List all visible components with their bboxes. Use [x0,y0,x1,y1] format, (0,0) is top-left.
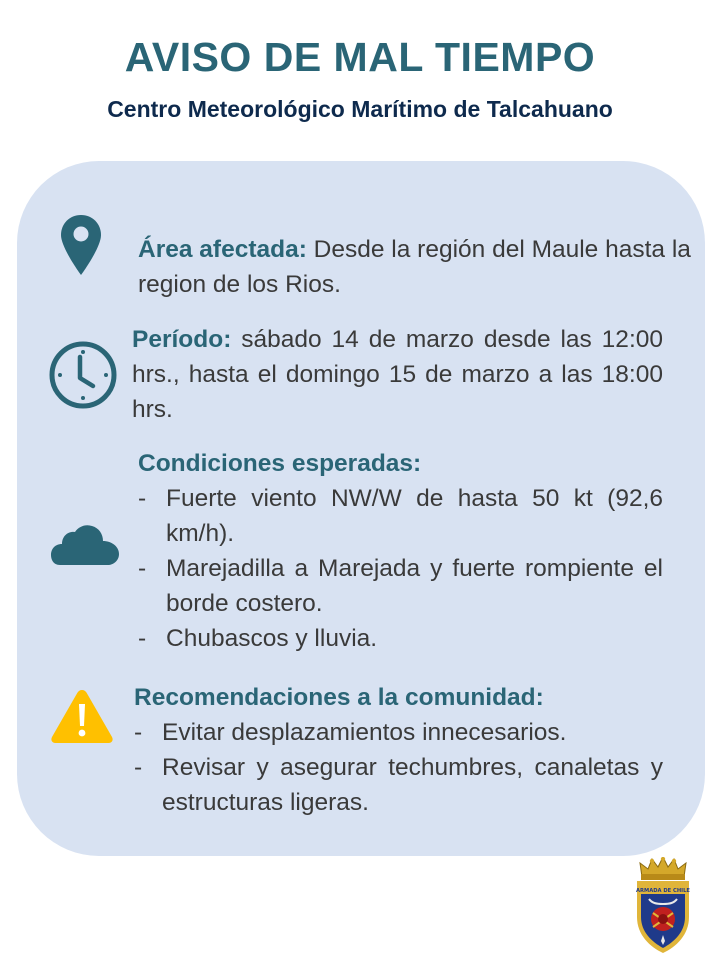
bullet-dash: - [138,555,147,582]
list-item [138,481,663,551]
list-item [134,715,663,750]
recomendaciones-heading: Recomendaciones a la comunidad: [134,684,544,711]
warning-icon [50,688,114,744]
bullet-dash: - [138,485,147,512]
cloud-icon [50,524,120,566]
list-item-text: Marejadilla a Marejada y fuerte rompiente el borde costero. [166,555,663,617]
list-item-text: Fuerte viento NW/W de hasta 50 kt (92,6 km/h). [166,485,663,547]
clock-icon [47,339,119,411]
periodo-text: sábado 14 de marzo desde las 12:00 hrs., hasta el domingo 15 de marzo a las 18:00 hrs. [132,326,663,423]
periodo-label: Período: [132,326,232,353]
bullet-dash: - [134,719,143,746]
condiciones-list [138,481,663,656]
bullet-dash: - [134,754,143,781]
list-item [138,551,663,621]
condiciones-heading: Condiciones esperadas: [138,450,422,477]
list-item [138,621,663,656]
list-item-text: Evitar desplazamientos innecesarios. [162,719,567,746]
page-subtitle: Centro Meteorológico Marítimo de Talcahuano [107,96,613,122]
list-item-text: Revisar y asegurar techumbres, canaletas y estructuras ligeras. [162,754,663,816]
logo-text: ARMADA DE CHILE [636,888,690,894]
recomendaciones-list [134,715,663,820]
bullet-dash: - [138,625,147,652]
page-title: AVISO DE MAL TIEMPO [124,34,596,80]
periodo-section [132,322,663,427]
list-item-text: Chubascos y lluvia. [166,625,378,652]
list-item [134,750,663,820]
area-label: Área afectada: [138,236,307,263]
area-section [138,232,693,302]
map-pin-icon [60,214,102,276]
area-text: Desde la región del Maule hasta la region de los Rios. [138,236,691,298]
navy-crest-icon [634,857,692,955]
